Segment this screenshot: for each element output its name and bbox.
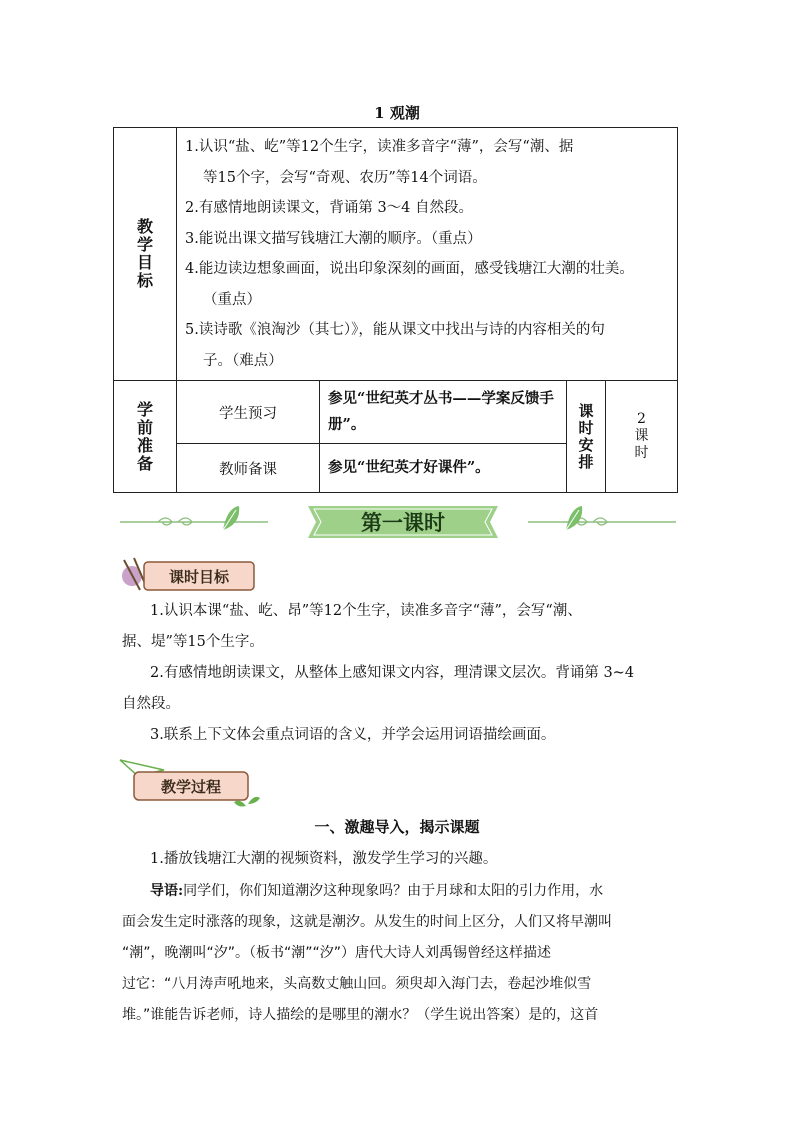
lesson-plan-table <box>113 127 678 493</box>
student-prep-label: 学生预习 <box>177 381 320 444</box>
student-prep-ref: 参见“世纪英才丛书——学案反馈手册”。 <box>320 381 567 444</box>
goal-line: 2.有感情地朗读课文，背诵第 3～4 自然段。 <box>185 200 474 216</box>
section-title: 一、激趣导入，揭示课题 <box>314 818 480 836</box>
talk-line: 同学们，你们知道潮汐这种现象吗？由于月球和太阳的引力作用，水 <box>183 883 604 899</box>
goals-cell <box>177 128 678 381</box>
lesson-goal-tag-text: 课时目标 <box>168 568 230 586</box>
talk-line: 面会发生定时涨落的现象，这就是潮汐。从发生的时间上区分，人们又将早潮叫 <box>122 914 612 930</box>
hours-cell <box>606 381 678 493</box>
talk-label: 导语: <box>150 883 184 899</box>
teacher-prep-ref: 参见“世纪英才好课件”。 <box>320 444 567 493</box>
process-tag-text: 教学过程 <box>160 778 222 796</box>
lesson-goal-line: 据、堤”等15个生字。 <box>122 634 264 650</box>
lesson-goal-line: 1.认识本课“盐、屹、昂”等12个生字，读准多音字“薄”，会写“潮、 <box>150 603 582 619</box>
goal-line: （重点） <box>203 291 261 308</box>
talk-line: 堆。”谁能告诉老师，诗人描绘的是哪里的潮水？（学生说出答案）是的，这首 <box>122 1007 599 1023</box>
goal-line: 等15个字，会写“奇观、农历”等14个词语。 <box>203 169 487 186</box>
hours-unit: 课时 <box>634 428 649 461</box>
page-title: 1 观潮 <box>374 104 420 122</box>
teacher-intro <box>122 876 680 1031</box>
hours-number: 2 <box>637 411 646 427</box>
palette-icon <box>122 558 146 590</box>
process-tag <box>118 756 263 808</box>
lesson-goal-line: 3.联系上下文体会重点词语的含义，并学会运用词语描绘画面。 <box>150 727 556 743</box>
goal-line: 5.读诗歌《浪淘沙（其七）》，能从课文中找出与诗的内容相关的句 <box>185 322 605 338</box>
goal-line: 4.能边读边想象画面，说出印象深刻的画面，感受钱塘江大潮的壮美。 <box>185 261 634 277</box>
time-label: 课时安排 <box>567 381 606 493</box>
goal-line: 3.能说出课文描写钱塘江大潮的顺序。（重点） <box>185 230 482 247</box>
step-1: 1.播放钱塘江大潮的视频资料，激发学生学习的兴趣。 <box>150 851 498 867</box>
goals-label: 教学目标 <box>114 128 177 381</box>
goal-line: 子。（难点） <box>203 352 283 369</box>
lesson-goal-tag <box>118 556 258 596</box>
prep-label: 学前准备 <box>114 381 177 493</box>
lesson-goals <box>122 596 682 751</box>
goal-line: 1.认识“盐、屹”等12个生字，读准多音字“薄”，会写“潮、据 <box>185 139 574 155</box>
banner-title: 第一课时 <box>361 511 445 535</box>
teacher-prep-label: 教师备课 <box>177 444 320 493</box>
talk-line: 过它：“八月涛声吼地来，头高数丈触山回。须臾却入海门去，卷起沙堆似雪 <box>122 976 592 992</box>
talk-line: “潮”，晚潮叫“汐”。（板书“潮”“汐”）唐代大诗人刘禹锡曾经这样描述 <box>122 945 552 961</box>
lesson-goal-line: 2.有感情地朗读课文，从整体上感知课文内容，理清课文层次。背诵第 3~4 <box>150 665 635 681</box>
lesson-banner <box>118 500 678 544</box>
lesson-goal-line: 自然段。 <box>122 696 180 712</box>
